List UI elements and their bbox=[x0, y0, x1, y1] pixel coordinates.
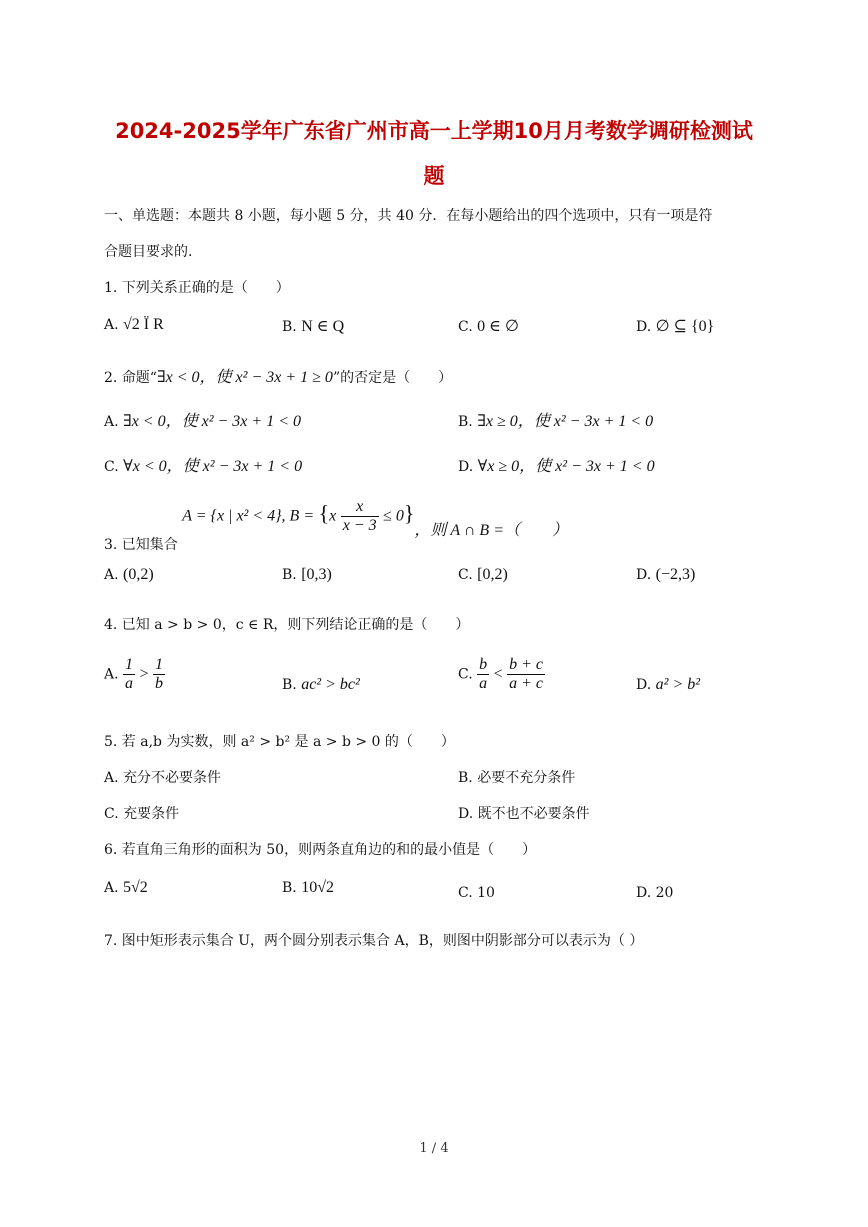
question-2-option-a: A. ∃x < 0，使 x² − 3x + 1 < 0 bbox=[104, 413, 301, 430]
question-5-option-a: A. 充分不必要条件 bbox=[104, 770, 222, 786]
document-title: 2024-2025学年广东省广州市高一上学期10月月考数学调研检测试 bbox=[115, 119, 753, 143]
question-6-option-c: C. 10 bbox=[458, 885, 495, 901]
question-3-option-a: A. (0,2) bbox=[104, 566, 154, 583]
question-1-option-a: A. √2 Ï R bbox=[104, 316, 164, 333]
section-heading-continued: 合题目要求的. bbox=[104, 244, 193, 260]
question-3-stem: 3. 已知集合 A = {x | x² < 4}, B = {x $\frac{x}{x - 3}$ ≤ 0}，则 A ∩ B =（ ） bbox=[104, 498, 569, 553]
question-3-option-c: C. [0,2) bbox=[458, 566, 508, 583]
question-4-stem: 4. 已知 a > b > 0，c ∈ R，则下列结论正确的是（ ） bbox=[104, 617, 470, 633]
question-2-option-c: C. ∀x < 0，使 x² − 3x + 1 < 0 bbox=[104, 458, 303, 475]
question-5-stem: 5. 若 a,b 为实数，则 a² > b² 是 a > b > 0 的（ ） bbox=[104, 734, 455, 750]
question-1-stem: 1. 下列关系正确的是（ ） bbox=[104, 280, 290, 296]
question-4-option-a: A. $\frac{1}{a}$ > $\frac{1}{b}$ bbox=[104, 656, 163, 692]
question-6-option-b: B. 10√2 bbox=[282, 879, 334, 896]
question-1-option-d: D. ∅ ⊆ {0} bbox=[636, 318, 715, 335]
page-number: 1 / 4 bbox=[419, 1141, 449, 1156]
question-5-option-b: B. 必要不充分条件 bbox=[458, 770, 576, 786]
question-5-option-d: D. 既不也不必要条件 bbox=[458, 806, 590, 822]
question-2-option-b: B. ∃x ≥ 0，使 x² − 3x + 1 < 0 bbox=[458, 413, 654, 430]
question-4-option-c: C. $\frac{b}{a}$ < $\frac{b + c}{a + c}$ bbox=[458, 656, 543, 692]
question-4-option-d: D. a² > b² bbox=[636, 676, 701, 693]
question-3-option-b: B. [0,3) bbox=[282, 566, 332, 583]
question-5-option-c: C. 充要条件 bbox=[104, 806, 180, 822]
question-7-stem: 7. 图中矩形表示集合 U，两个圆分别表示集合 A，B，则图中阴影部分可以表示为（ ） bbox=[104, 933, 644, 949]
question-1-option-b: B. N ∈ Q bbox=[282, 318, 345, 335]
document-title-continued: 题 bbox=[423, 164, 445, 188]
question-1-option-c: C. 0 ∈ ∅ bbox=[458, 318, 519, 335]
question-2-option-d: D. ∀x ≥ 0，使 x² − 3x + 1 < 0 bbox=[458, 458, 655, 475]
section-heading: 一、单选题：本题共 8 小题，每小题 5 分，共 40 分．在每小题给出的四个选项中，只有一项是符 bbox=[104, 208, 713, 224]
question-6-stem: 6. 若直角三角形的面积为 50，则两条直角边的和的最小值是（ ） bbox=[104, 842, 537, 858]
q3-fraction: $\frac{x}{x - 3}$ bbox=[342, 498, 377, 534]
question-2-stem: 2. 命题“∃x < 0，使 x² − 3x + 1 ≥ 0”的否定是（ ） bbox=[104, 369, 453, 386]
question-3-option-d: D. (−2,3) bbox=[636, 566, 696, 583]
question-6-option-a: A. 5√2 bbox=[104, 879, 148, 896]
question-4-option-b: B. ac² > bc² bbox=[282, 676, 360, 693]
question-6-option-d: D. 20 bbox=[636, 885, 674, 901]
